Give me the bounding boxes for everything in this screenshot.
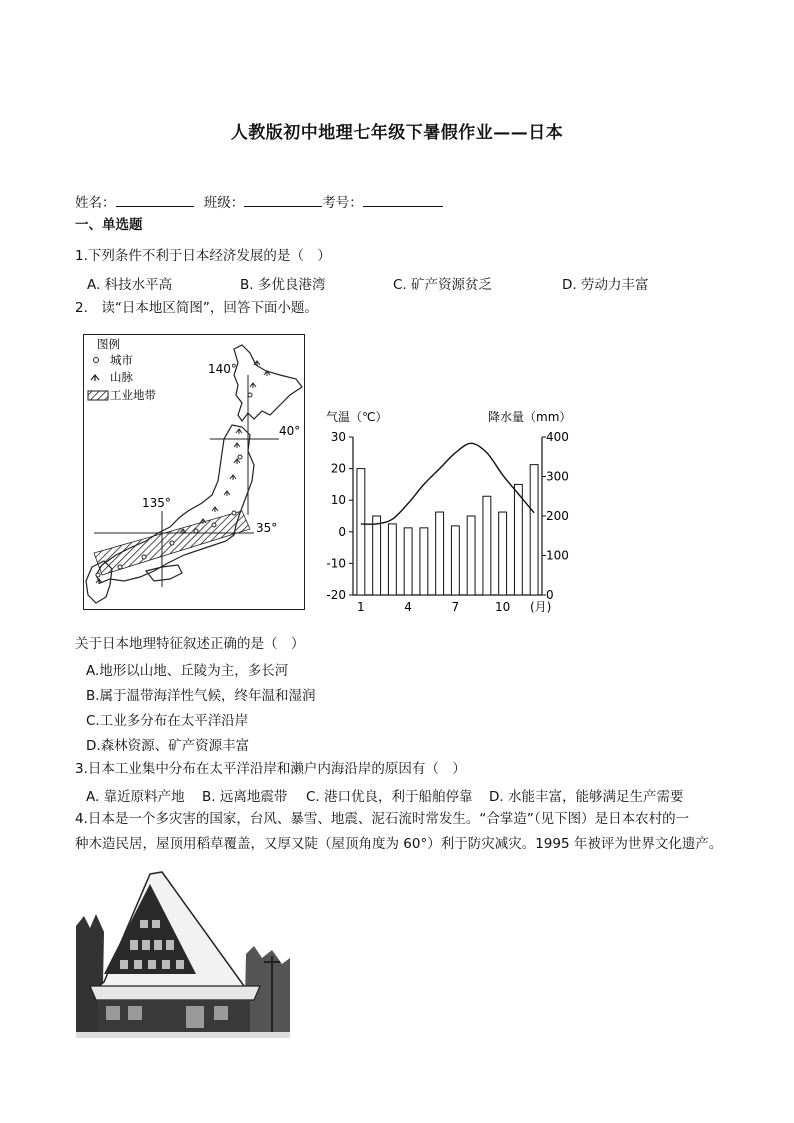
class-field[interactable] xyxy=(244,192,322,207)
q1-option-b[interactable]: B. 多优良港湾 xyxy=(240,277,326,293)
city-legend-icon xyxy=(94,358,99,363)
precip-bar xyxy=(483,496,491,595)
q2-option-d[interactable]: D.森林资源、矿产资源丰富 xyxy=(86,738,250,754)
name-field[interactable] xyxy=(116,192,194,207)
student-info-row xyxy=(75,192,443,213)
temp-tick-label: 30 xyxy=(330,430,346,444)
precip-bar xyxy=(420,528,428,595)
lon-135-label: 135° xyxy=(142,496,171,510)
q3-option-a[interactable]: A. 靠近原料产地 xyxy=(86,789,185,805)
q1-option-c[interactable]: C. 矿产资源贫乏 xyxy=(393,277,493,293)
chart-left-axis-label: 气温（℃） xyxy=(326,410,388,424)
climate-chart xyxy=(320,405,580,620)
legend-industry: 工业地带 xyxy=(110,388,156,402)
question-1-stem: 1.下列条件不利于日本经济发展的是（ ） xyxy=(75,248,331,264)
temperature-line xyxy=(361,443,534,524)
question-3-stem: 3.日本工业集中分布在太平洋沿岸和濑户内海沿岸的原因有（ ） xyxy=(75,761,466,777)
precip-tick-label: 200 xyxy=(546,509,569,523)
q2-option-a[interactable]: A.地形以山地、丘陵为主，多长河 xyxy=(86,663,289,679)
precip-bar xyxy=(451,526,459,595)
lat-40-label: 40° xyxy=(279,424,301,438)
question-4-line-2: 种木造民居，屋顶用稻草覆盖，又厚又陡（屋顶角度为 60°）利于防灾减灾。1995 年被评为世界文化遗产。 xyxy=(75,836,723,852)
legend-city: 城市 xyxy=(110,353,133,367)
q1-option-a[interactable]: A. 科技水平高 xyxy=(87,277,173,293)
precip-tick-label: 0 xyxy=(546,588,554,602)
precip-tick-label: 300 xyxy=(546,469,569,484)
class-label: 班级： xyxy=(203,195,245,211)
month-tick-label: 4 xyxy=(404,600,412,614)
hokkaido-outline xyxy=(234,345,302,421)
q1-option-d[interactable]: D. 劳动力丰富 xyxy=(562,277,649,293)
section-heading: 一、单选题 xyxy=(75,217,143,233)
temp-tick-label: -20 xyxy=(326,588,346,602)
precip-bar xyxy=(499,512,507,595)
legend-mountain: 山脉 xyxy=(110,370,133,384)
precip-bar xyxy=(388,524,396,595)
japan-map xyxy=(83,334,305,610)
precip-bar xyxy=(373,516,381,595)
precip-bar xyxy=(357,469,365,595)
chart-plot-area xyxy=(326,430,569,614)
month-unit-label: (月) xyxy=(530,600,552,614)
precip-bar xyxy=(404,528,412,595)
name-label: 姓名： xyxy=(75,195,116,211)
temp-tick-label: 10 xyxy=(330,493,346,508)
precip-tick-label: 400 xyxy=(546,430,569,444)
mountain-legend-icon xyxy=(91,375,99,381)
precip-bar xyxy=(514,484,522,595)
q2-option-c[interactable]: C.工业多分布在太平洋沿岸 xyxy=(86,713,249,729)
question-2-sub-stem: 关于日本地理特征叙述正确的是（ ） xyxy=(75,636,305,652)
month-tick-label: 10 xyxy=(494,600,511,614)
precip-bar xyxy=(467,516,475,595)
number-field[interactable] xyxy=(363,192,443,207)
question-2-stem: 2. 读“日本地区简图”，回答下面小题。 xyxy=(75,300,318,316)
temp-tick-label: -10 xyxy=(326,556,346,571)
number-label: 考号： xyxy=(322,195,363,211)
q3-option-c[interactable]: C. 港口优良，利于船舶停靠 xyxy=(306,789,473,805)
chart-right-axis-label: 降水量（mm） xyxy=(488,410,572,424)
temp-tick-label: 0 xyxy=(338,524,346,539)
legend-title: 图例 xyxy=(97,337,120,351)
gassho-house-image xyxy=(76,866,290,1038)
q3-option-d[interactable]: D. 水能丰富，能够满足生产需要 xyxy=(489,789,684,805)
page-title: 人教版初中地理七年级下暑假作业——日本 xyxy=(230,123,564,143)
month-tick-label: 7 xyxy=(451,600,460,614)
precip-bar xyxy=(436,512,444,595)
question-4-line-1: 4.日本是一个多灾害的国家，台风、暴雪、地震、泥石流时常发生。“合掌造”（见下图）是日本农村的一 xyxy=(75,811,690,827)
month-tick-label: 1 xyxy=(357,600,365,614)
temp-tick-label: 20 xyxy=(330,461,346,476)
precip-tick-label: 100 xyxy=(546,548,569,563)
japan-map-svg xyxy=(84,335,303,608)
lon-140-label: 140° xyxy=(208,362,237,376)
q2-option-b[interactable]: B.属于温带海洋性气候，终年温和湿润 xyxy=(86,688,316,704)
industry-legend-icon xyxy=(88,391,108,400)
q3-option-b[interactable]: B. 远离地震带 xyxy=(202,789,288,805)
lat-35-label: 35° xyxy=(256,521,278,535)
shikoku-outline xyxy=(146,565,182,581)
precip-bar xyxy=(530,465,538,595)
